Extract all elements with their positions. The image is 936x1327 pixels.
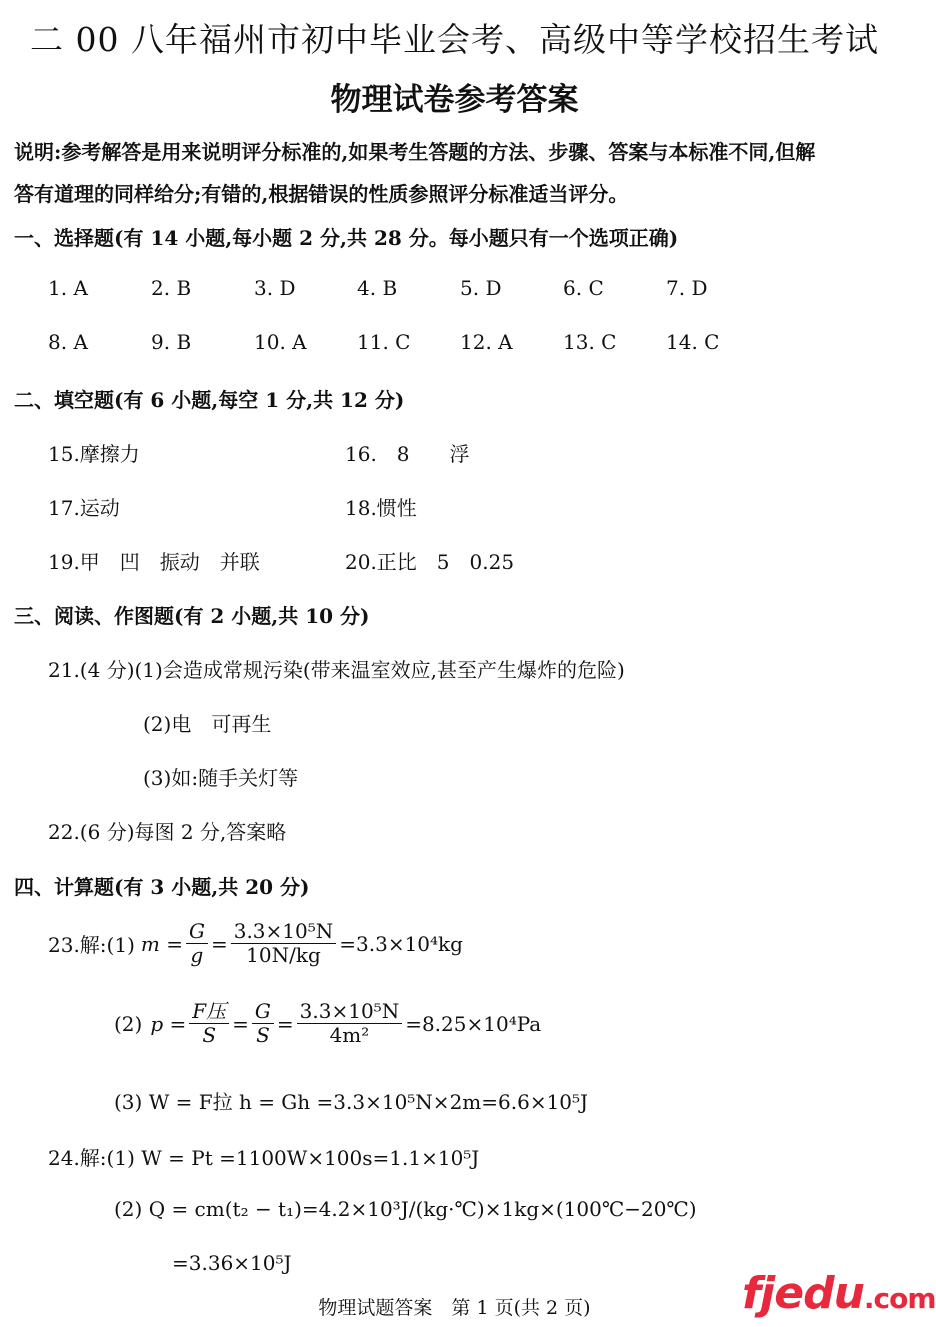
answer-24-3: =3.36×10⁵J: [172, 1251, 292, 1275]
q23-2-fraction-2: $\frac{G}{S}$: [252, 1000, 274, 1047]
page-subtitle: 物理试卷参考答案: [330, 82, 579, 118]
section-3-heading: 三、阅读、作图题(有 2 小题,共 10 分): [14, 604, 370, 628]
answers-row-2: [48, 330, 769, 354]
answer-3: 3. D: [254, 276, 296, 300]
answer-22: 22.(6 分)每图 2 分,答案略: [48, 820, 287, 844]
answer-13: 13. C: [563, 330, 617, 354]
answer-7: 7. D: [666, 276, 708, 300]
answer-24-2: (2) Q = cm(t₂ − t₁)=4.2×10³J/(kg·℃)×1kg×(100℃−20℃): [114, 1197, 697, 1221]
q23-1-fraction-2: $\frac{\text{3.3×10⁵N}}{10N/kg}$: [231, 920, 337, 967]
answer-4: 4. B: [357, 276, 398, 300]
section-2-heading: 二、填空题(有 6 小题,每空 1 分,共 12 分): [14, 388, 405, 412]
answer-8: 8. A: [48, 330, 88, 354]
answer-19: 19.甲 凹 振动 并联: [48, 550, 260, 574]
q23-2-fraction-3: $\frac{\text{3.3×10⁵N}}{\text{4m²}}$: [297, 1000, 403, 1047]
answer-24-1: 24.解:(1) W = Pt =1100W×100s=1.1×10⁵J: [48, 1146, 480, 1170]
answers-row-1: [48, 276, 769, 300]
answer-18: 18.惯性: [345, 496, 417, 520]
q23-1-lhs: m =: [140, 931, 183, 956]
answer-23-3: (3) W = F拉 h = Gh =3.3×10⁵N×2m=6.6×10⁵J: [114, 1090, 589, 1114]
q23-1-result: =3.3×10⁴kg: [339, 931, 463, 956]
q23-2-fraction-1: $\frac{\text{F压}}{S}$: [189, 1000, 229, 1047]
fjedu-logo: fjedu.com: [742, 1268, 936, 1319]
answer-15: 15.摩擦力: [48, 442, 140, 466]
answer-11: 11. C: [357, 330, 411, 354]
answer-14: 14. C: [666, 330, 720, 354]
answer-23-1: 23.解:(1) m = $\frac{G}{g}$ = $\frac{\text{3.3×10⁵N}}{10N/kg}$ =3.3×10⁴kg: [48, 919, 463, 967]
answer-2: 2. B: [151, 276, 192, 300]
answer-21-1: 21.(4 分)(1)会造成常规污染(带来温室效应,甚至产生爆炸的危险): [48, 658, 625, 682]
q23-label: 23.解:(1): [48, 933, 135, 957]
answer-16: 16. 8 浮: [345, 442, 470, 466]
answer-17: 17.运动: [48, 496, 120, 520]
answer-5: 5. D: [460, 276, 502, 300]
answer-9: 9. B: [151, 330, 192, 354]
section-4-heading: 四、计算题(有 3 小题,共 20 分): [14, 875, 310, 899]
section-1-heading: 一、选择题(有 14 小题,每小题 2 分,共 28 分。每小题只有一个选项正确): [14, 226, 679, 250]
answer-21-3: (3)如:随手关灯等: [143, 766, 299, 790]
intro-line-2: 答有道理的同样给分;有错的,根据错误的性质参照评分标准适当评分。: [14, 182, 629, 206]
answer-20: 20.正比 5 0.25: [345, 550, 515, 574]
answer-21-2: (2)电 可再生: [143, 712, 272, 736]
page-title: 二 00 八年福州市初中毕业会考、高级中等学校招生考试: [30, 20, 879, 59]
intro-line-1: 说明:参考解答是用来说明评分标准的,如果考生答题的方法、步骤、答案与本标准不同,但解: [14, 140, 816, 164]
answer-10: 10. A: [254, 330, 307, 354]
page-footer: 物理试题答案 第 1 页(共 2 页): [318, 1297, 591, 1319]
answer-6: 6. C: [563, 276, 604, 300]
q23-2-result: =8.25×10⁴Pa: [405, 1011, 542, 1036]
answer-12: 12. A: [460, 330, 513, 354]
answer-23-2: (2) p = $\frac{\text{F压}}{S}$ = $\frac{G}{S}$ = $\frac{\text{3.3×10⁵N}}{\text{4m²}}$ =8.25×10⁴Pa: [114, 999, 542, 1047]
answer-1: 1. A: [48, 276, 88, 300]
q23-1-fraction-1: $\frac{G}{g}$: [186, 920, 208, 967]
